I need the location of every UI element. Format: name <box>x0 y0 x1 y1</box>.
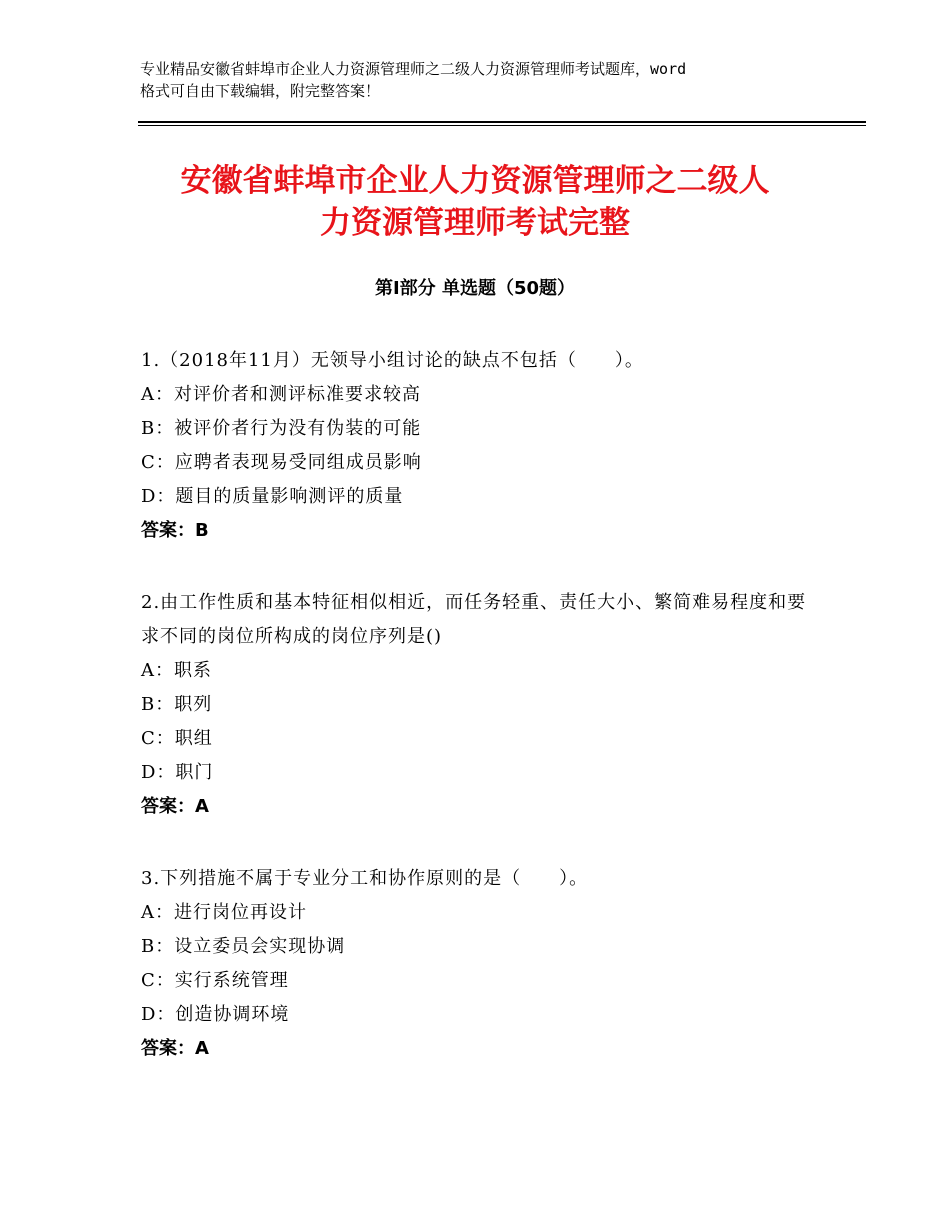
option-a: A：职系 <box>141 660 212 681</box>
option-d: D：创造协调环境 <box>141 1004 290 1025</box>
option-b: B：设立委员会实现协调 <box>141 936 346 957</box>
option-c: C：应聘者表现易受同组成员影响 <box>141 452 422 473</box>
question-list <box>141 344 821 1104</box>
option-b: B：职列 <box>141 694 213 715</box>
question-3 <box>141 862 821 1066</box>
document-title-line-2: 力资源管理师考试完整 <box>320 205 630 241</box>
header-note-line-1: 专业精品安徽省蚌埠市企业人力资源管理师之二级人力资源管理师考试题库，word <box>140 60 687 78</box>
answer: 答案：A <box>141 796 209 817</box>
question-text: 1.（2018年11月）无领导小组讨论的缺点不包括（ ）。 <box>141 350 644 371</box>
option-c: C：职组 <box>141 728 213 749</box>
option-d: D：题目的质量影响测评的质量 <box>141 486 404 507</box>
question-text: 3.下列措施不属于专业分工和协作原则的是（ ）。 <box>141 868 589 889</box>
option-d: D：职门 <box>141 762 214 783</box>
question-text: 2.由工作性质和基本特征相似相近，而任务轻重、责任大小、繁简难易程度和要求不同的岗位所构成的岗位序列是() <box>141 592 807 647</box>
question-1 <box>141 344 821 548</box>
option-a: A：进行岗位再设计 <box>141 902 307 923</box>
option-a: A：对评价者和测评标准要求较高 <box>141 384 421 405</box>
header-rule-thick <box>138 121 866 123</box>
header-note <box>140 58 820 102</box>
answer: 答案：B <box>141 520 209 541</box>
option-b: B：被评价者行为没有伪装的可能 <box>141 418 422 439</box>
question-2 <box>141 586 821 824</box>
answer: 答案：A <box>141 1038 209 1059</box>
document-title-line-1: 安徽省蚌埠市企业人力资源管理师之二级人 <box>180 163 770 199</box>
section-title: 第Ⅰ部分 单选题（50题） <box>374 278 575 299</box>
option-c: C：实行系统管理 <box>141 970 289 991</box>
header-note-line-2: 格式可自由下载编辑，附完整答案！ <box>140 82 381 100</box>
header-rule-thin <box>138 125 866 126</box>
document-title <box>130 160 820 244</box>
